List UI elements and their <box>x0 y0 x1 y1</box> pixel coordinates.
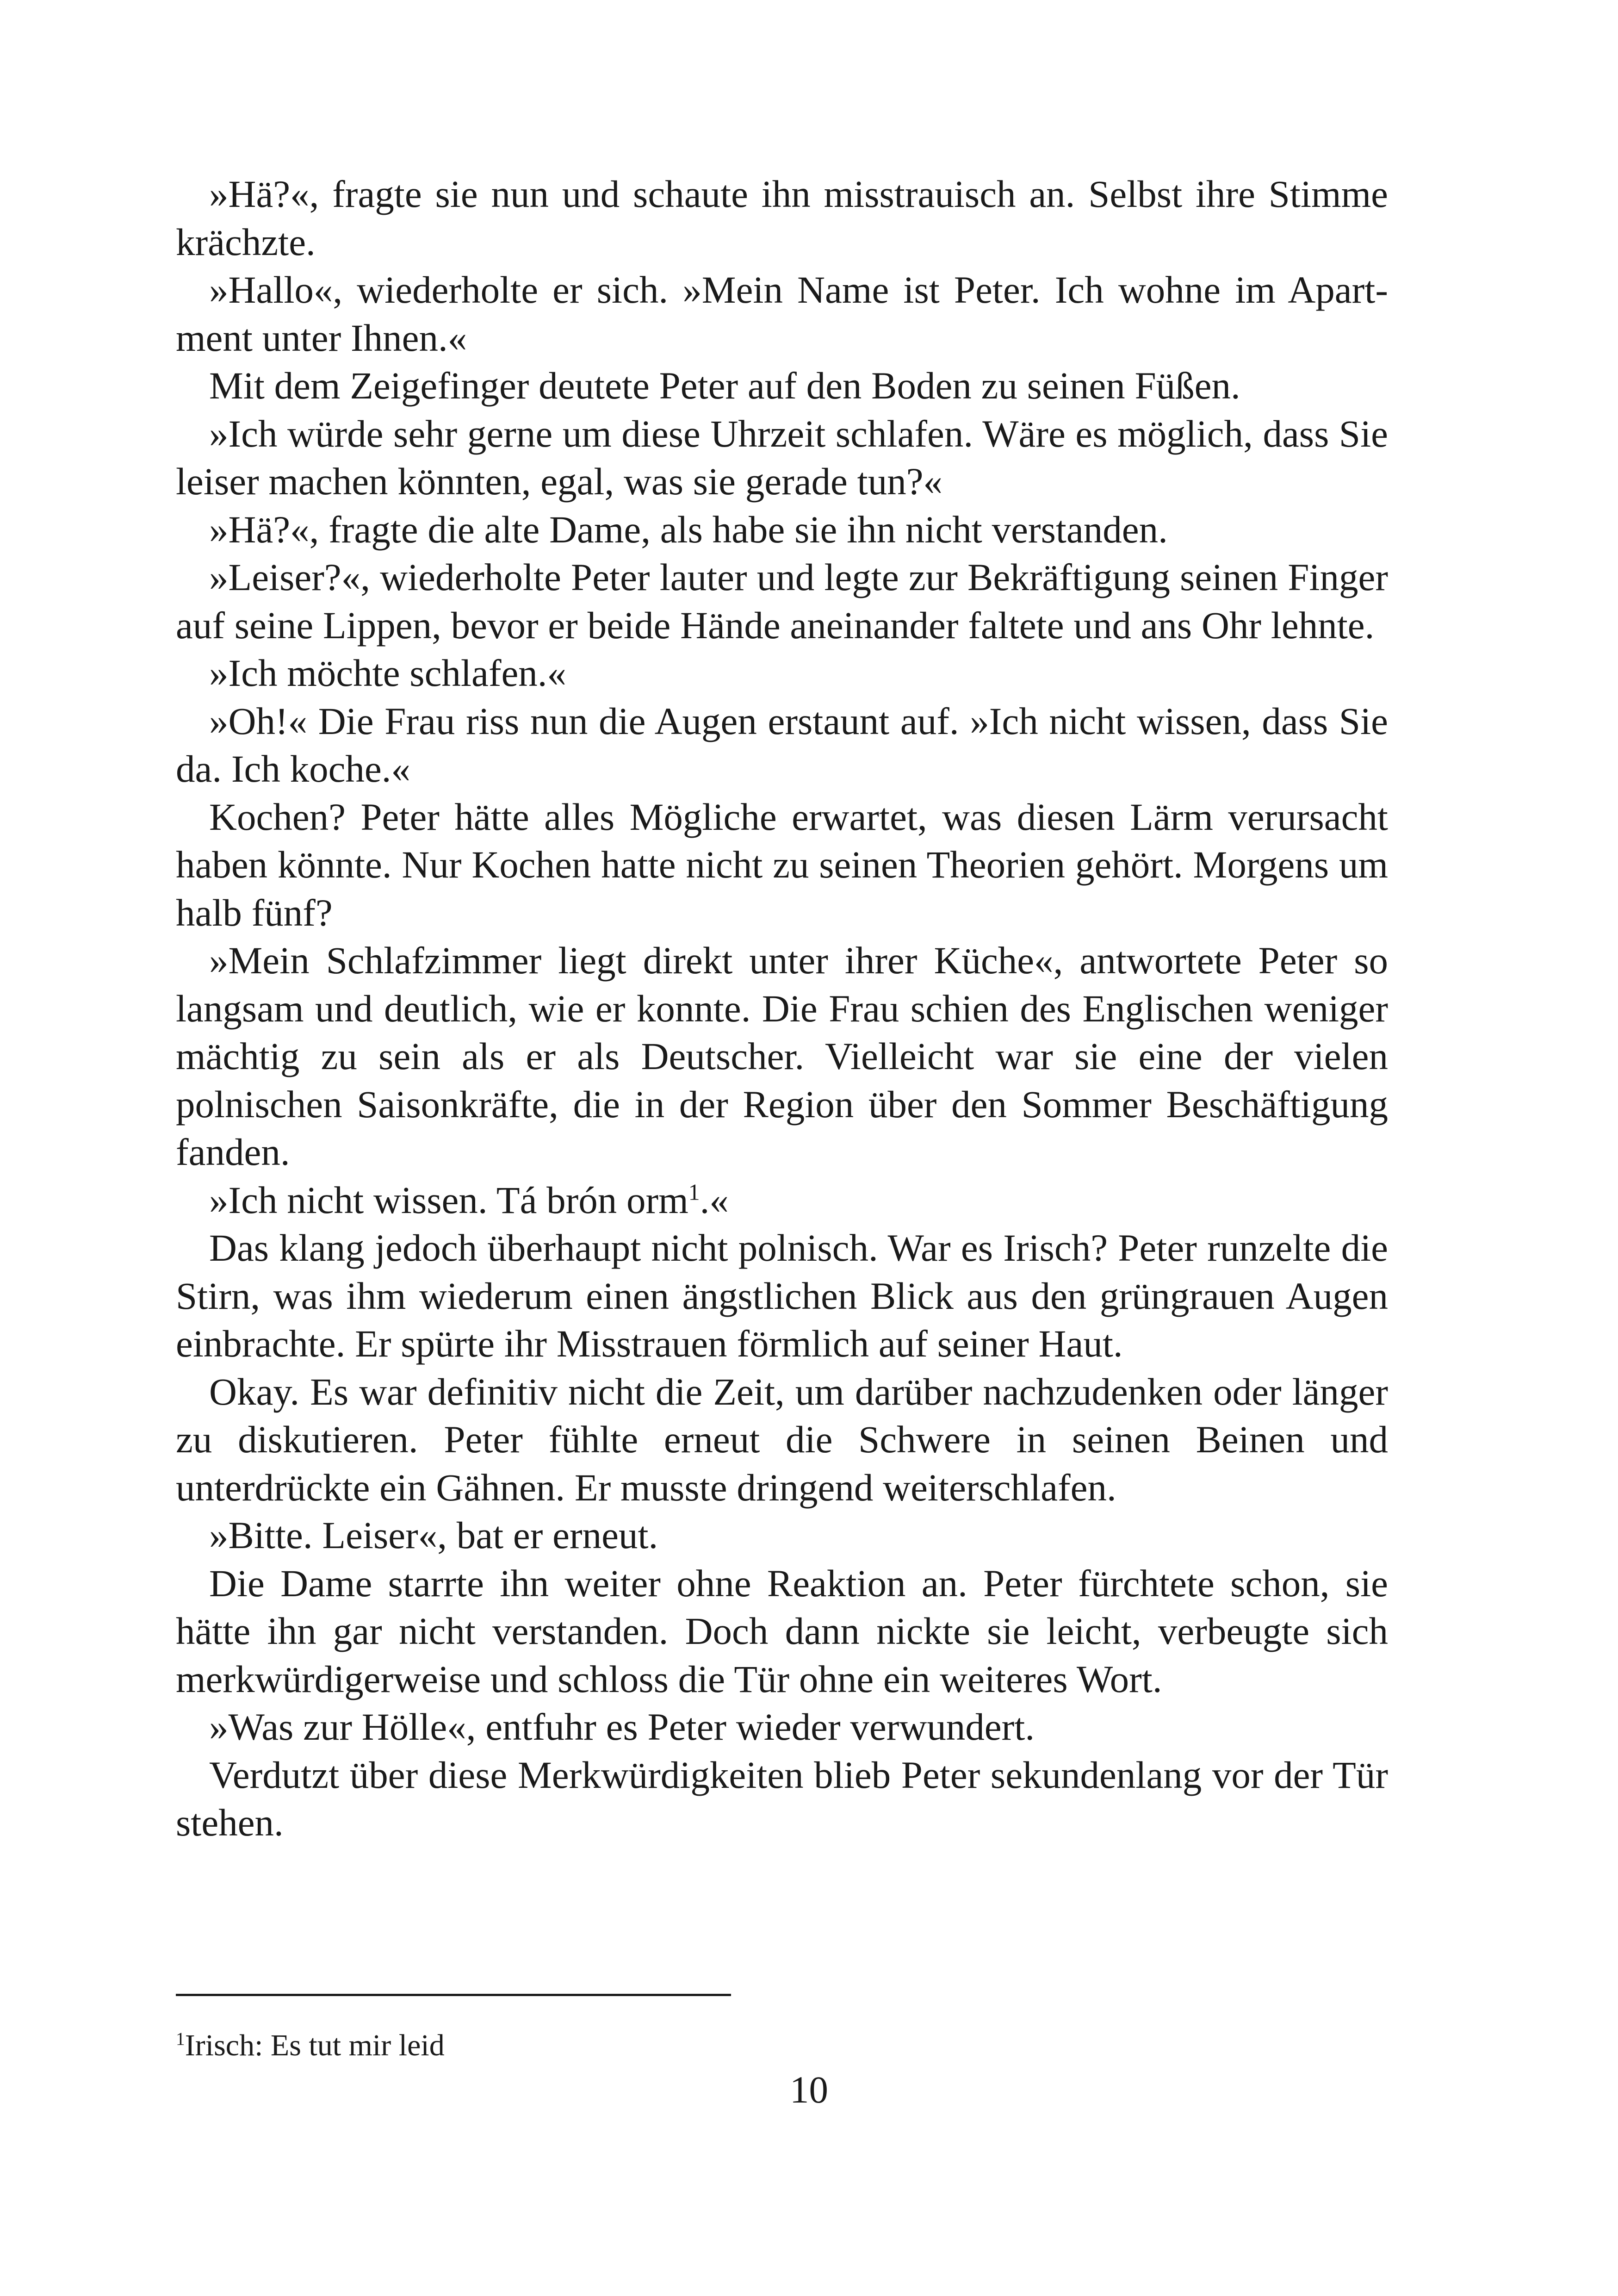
quote-end: .« <box>700 1178 729 1221</box>
paragraph: Kochen? Peter hätte alles Mögliche erwartet, was diesen Lärm verursacht haben könnte. Nur Kochen hatte nicht zu seinen Theorien gehört. Morgens um halb fünf? <box>176 795 1388 934</box>
paragraph-with-footnote <box>176 1176 1388 1225</box>
paragraph: »Bitte. Leiser«, bat er erneut. <box>209 1514 658 1556</box>
footnote-text: Irisch: Es tut mir leid <box>185 2028 445 2062</box>
paragraph: »Was zur Hölle«, entfuhr es Peter wieder verwundert. <box>209 1705 1035 1748</box>
quote-text: »Ich nicht wissen. Tá brón orm <box>209 1178 688 1221</box>
paragraph: »Leiser?«, wiederholte Peter lauter und legte zur Bekräftigung seinen Finger auf seine Lippen, bevor er beide Hände aneinander faltete und ans Ohr lehnte. <box>176 556 1388 647</box>
footnote-marker: 1 <box>176 2028 185 2049</box>
footnote <box>176 2027 1388 2064</box>
paragraph: »Hallo«, wiederholte er sich. »Mein Name ist Peter. Ich wohne im Apartment unter Ihnen.« <box>176 268 1388 359</box>
footnote-reference: 1 <box>688 1179 700 1205</box>
body-text <box>176 170 1388 1847</box>
paragraph: Verdutzt über diese Merkwürdigkeiten blieb Peter sekundenlang vor der Tür stehen. <box>176 1753 1388 1844</box>
paragraph: »Ich würde sehr gerne um diese Uhrzeit schlafen. Wäre es möglich, dass Sie leiser machen könnten, egal, was sie gerade tun?« <box>176 412 1388 503</box>
page-number: 10 <box>790 2068 828 2111</box>
paragraph: Okay. Es war definitiv nicht die Zeit, um darüber nachzudenken oder länger zu diskutieren. Peter fühlte erneut die Schwere in seinen Beinen und unterdrückte ein Gähnen. Er musste dringend weiterschlafen. <box>176 1370 1388 1509</box>
paragraph: »Oh!« Die Frau riss nun die Augen erstaunt auf. »Ich nicht wissen, dass Sie da. Ich koche.« <box>176 699 1388 790</box>
paragraph: Mit dem Zeigefinger deutete Peter auf den Boden zu seinen Füßen. <box>209 364 1240 407</box>
paragraph: »Ich möchte schlafen.« <box>209 652 567 694</box>
paragraph: »Hä?«, fragte sie nun und schaute ihn misstrauisch an. Selbst ihre Stimme krächzte. <box>176 173 1388 263</box>
paragraph: Die Dame starrte ihn weiter ohne Reaktion an. Peter fürchtete schon, sie hätte ihn gar nicht verstanden. Doch dann nickte sie leicht, verbeugte sich merkwürdigerweise und schloss die Tür ohne ein weiteres Wort. <box>176 1562 1388 1700</box>
footnote-divider <box>176 1994 731 1996</box>
paragraph: »Hä?«, fragte die alte Dame, als habe sie ihn nicht verstanden. <box>209 508 1168 551</box>
paragraph: Das klang jedoch überhaupt nicht polnisch. War es Irisch? Peter runzelte die Stirn, was ihm wiederum einen ängstlichen Blick aus den grüngrauen Augen einbrachte. Er spürte ihr Misstrauen förmlich auf seiner Haut. <box>176 1226 1388 1365</box>
paragraph: »Mein Schlafzimmer liegt direkt unter ihrer Küche«, antwortete Peter so langsam und deutlich, wie er konnte. Die Frau schien des Englischen weniger mächtig zu sein als er als Deutscher. Vielleicht war sie eine der vielen polnischen Saisonkräfte, die in der Region über den Sommer Beschäftigung fanden. <box>176 939 1388 1173</box>
